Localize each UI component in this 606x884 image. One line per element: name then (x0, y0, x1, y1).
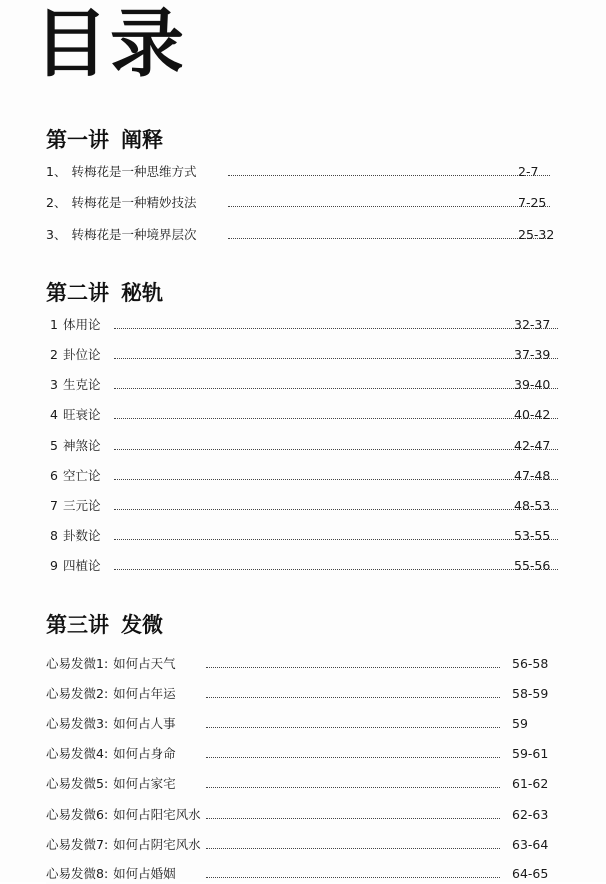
dot-leader (228, 175, 550, 176)
toc-entry[interactable] (50, 496, 562, 516)
entry-index: 1 (50, 317, 58, 332)
toc-entry[interactable] (46, 805, 562, 825)
entry-index: 8 (50, 528, 58, 543)
toc-entry[interactable] (46, 654, 562, 674)
entry-index: 心易发微8: (46, 866, 109, 881)
toc-entry[interactable] (50, 526, 562, 546)
dot-leader (114, 509, 558, 510)
toc-entry[interactable] (46, 714, 562, 734)
section-name: 秘轨 (121, 281, 163, 305)
dot-leader (114, 449, 558, 450)
toc-entry[interactable] (50, 345, 562, 365)
toc-entry[interactable] (46, 864, 562, 884)
section-heading-2 (46, 280, 163, 306)
entry-index: 心易发微6: (46, 807, 109, 822)
toc-entry[interactable] (46, 774, 562, 794)
dot-leader (206, 667, 500, 668)
dot-leader (206, 697, 500, 698)
entry-label: 生克论 (62, 377, 101, 392)
section-number: 第二讲 (46, 281, 109, 305)
entry-label: 转梅花是一种境界层次 (71, 227, 197, 242)
entry-label: 如何占阳宅风水 (113, 807, 201, 822)
entry-page-range: 37-39 (514, 347, 551, 362)
entry-index: 心易发微5: (46, 776, 109, 791)
toc-entry[interactable] (50, 315, 562, 335)
toc-entry[interactable] (46, 684, 562, 704)
dot-leader (114, 328, 558, 329)
dot-leader (206, 727, 500, 728)
entry-label: 如何占年运 (113, 686, 176, 701)
entry-label: 神煞论 (62, 438, 101, 453)
entry-index: 心易发微7: (46, 837, 109, 852)
entry-page-range: 42-47 (514, 438, 551, 453)
entry-label: 三元论 (62, 498, 101, 513)
dot-leader (206, 848, 500, 849)
section-name: 发微 (121, 613, 163, 637)
entry-index: 4 (50, 407, 58, 422)
dot-leader (114, 388, 558, 389)
entry-index: 心易发微2: (46, 686, 109, 701)
entry-page-range: 39-40 (514, 377, 551, 392)
dot-leader (206, 787, 500, 788)
dot-leader (206, 818, 500, 819)
entry-label: 旺衰论 (62, 407, 101, 422)
page-title: 目录 (34, 1, 186, 87)
entry-index: 5 (50, 438, 58, 453)
entry-label: 如何占阴宅风水 (113, 837, 201, 852)
entry-label: 如何占身命 (113, 746, 176, 761)
entry-page-range: 56-58 (512, 656, 549, 671)
dot-leader (114, 358, 558, 359)
entry-page-range: 48-53 (514, 498, 551, 513)
entry-page-range: 61-62 (512, 776, 549, 791)
section-number: 第三讲 (46, 613, 109, 637)
dot-leader (228, 238, 550, 239)
toc-entry[interactable] (46, 225, 562, 245)
entry-page-range: 53-55 (514, 528, 551, 543)
entry-index: 9 (50, 558, 58, 573)
entry-index: 3、 (46, 227, 67, 242)
toc-entry[interactable] (46, 835, 562, 855)
entry-page-range: 58-59 (512, 686, 549, 701)
entry-page-range: 63-64 (512, 837, 549, 852)
dot-leader (114, 418, 558, 419)
entry-page-range: 40-42 (514, 407, 551, 422)
toc-entry[interactable] (46, 193, 562, 213)
entry-index: 心易发微1: (46, 656, 109, 671)
entry-index: 心易发微4: (46, 746, 109, 761)
entry-label: 转梅花是一种思维方式 (71, 164, 197, 179)
entry-page-range: 59-61 (512, 746, 549, 761)
toc-entry[interactable] (50, 436, 562, 456)
entry-label: 空亡论 (62, 468, 101, 483)
toc-entry[interactable] (50, 556, 562, 576)
entry-page-range: 47-48 (514, 468, 551, 483)
section-heading-1 (46, 127, 163, 153)
entry-page-range: 62-63 (512, 807, 549, 822)
dot-leader (114, 539, 558, 540)
entry-index: 6 (50, 468, 58, 483)
entry-label: 卦位论 (62, 347, 101, 362)
entry-index: 3 (50, 377, 58, 392)
entry-label: 转梅花是一种精妙技法 (71, 195, 197, 210)
section-heading-3 (46, 612, 163, 638)
entry-page-range: 25-32 (518, 227, 555, 242)
dot-leader (114, 569, 558, 570)
dot-leader (114, 479, 558, 480)
entry-label: 如何占婚姻 (113, 866, 176, 881)
dot-leader (228, 206, 550, 207)
toc-entry[interactable] (50, 405, 562, 425)
entry-index: 2 (50, 347, 58, 362)
section-name: 阐释 (121, 128, 163, 152)
entry-index: 心易发微3: (46, 716, 109, 731)
toc-entry[interactable] (46, 744, 562, 764)
dot-leader (206, 757, 500, 758)
entry-page-range: 2-7 (518, 164, 539, 179)
entry-index: 2、 (46, 195, 67, 210)
entry-index: 7 (50, 498, 58, 513)
toc-entry[interactable] (50, 466, 562, 486)
entry-label: 体用论 (62, 317, 101, 332)
entry-label: 如何占天气 (113, 656, 176, 671)
entry-page-range: 55-56 (514, 558, 551, 573)
entry-page-range: 59 (512, 716, 528, 731)
toc-entry[interactable] (46, 162, 562, 182)
entry-index: 1、 (46, 164, 67, 179)
dot-leader (206, 877, 500, 878)
entry-label: 如何占人事 (113, 716, 176, 731)
entry-page-range: 7-25 (518, 195, 547, 210)
entry-page-range: 64-65 (512, 866, 549, 881)
toc-entry[interactable] (50, 375, 562, 395)
entry-label: 卦数论 (62, 528, 101, 543)
entry-label: 如何占家宅 (113, 776, 176, 791)
entry-page-range: 32-37 (514, 317, 551, 332)
section-number: 第一讲 (46, 128, 109, 152)
entry-label: 四植论 (62, 558, 101, 573)
